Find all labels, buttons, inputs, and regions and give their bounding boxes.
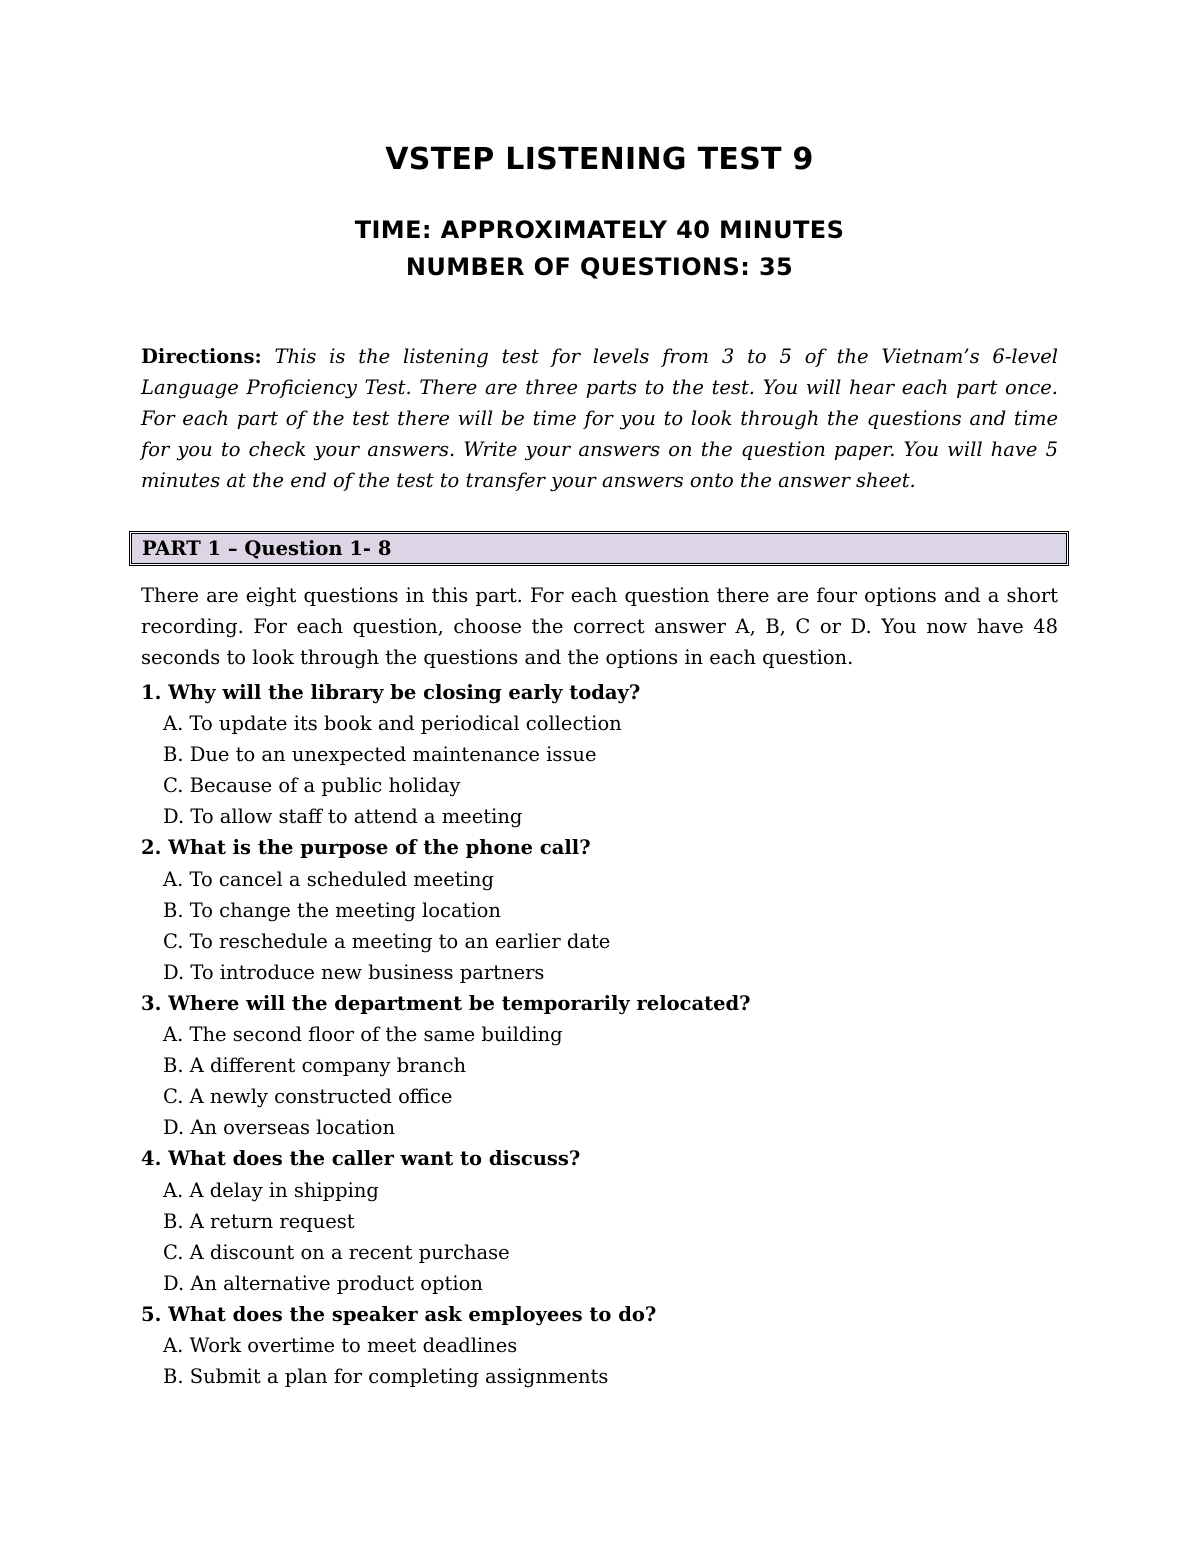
answer-option: A. To update its book and periodical collection bbox=[163, 712, 622, 736]
answer-option: D. An overseas location bbox=[163, 1116, 396, 1140]
question-stem: 5. What does the speaker ask employees to do? bbox=[141, 1302, 657, 1326]
question-stem: 1. Why will the library be closing early today? bbox=[141, 681, 641, 704]
answer-option: D. To introduce new business partners bbox=[163, 960, 545, 984]
question-list bbox=[141, 677, 1058, 1392]
question-4 bbox=[141, 1143, 1058, 1298]
answer-option: B. Submit a plan for completing assignments bbox=[163, 1365, 609, 1389]
answer-option: D. To allow staff to attend a meeting bbox=[163, 805, 523, 829]
question-count: NUMBER OF QUESTIONS: 35 bbox=[405, 253, 794, 281]
part-1-instructions: There are eight questions in this part. For each question there are four options and a short recording. For each question, choose the correct answer A, B, C or D. You now have 48 seconds to look through the questions and the options in each question. bbox=[141, 584, 1058, 669]
part-1-heading: PART 1 – Question 1- 8 bbox=[142, 537, 392, 560]
directions-text: This is the listening test for levels from 3 to 5 of the Vietnam’s 6-level Language Proficiency Test. There are three parts to the test. You will hear each part once. For each part of the test there will be time for you to look through the questions and time for you to check your answers. Write your answers on the question paper. You will have 5 minutes at the end of the test to transfer your answers onto the answer sheet. bbox=[141, 345, 1058, 492]
question-5 bbox=[141, 1299, 1058, 1392]
answer-option: B. A different company branch bbox=[163, 1054, 467, 1078]
question-3 bbox=[141, 988, 1058, 1143]
question-1 bbox=[141, 677, 1058, 832]
answer-option: A. A delay in shipping bbox=[163, 1178, 379, 1202]
part-1-heading-box bbox=[131, 533, 1067, 564]
answer-option: D. An alternative product option bbox=[163, 1271, 483, 1295]
directions-label: Directions: bbox=[141, 345, 262, 368]
question-stem: 2. What is the purpose of the phone call? bbox=[141, 836, 591, 860]
directions-paragraph bbox=[141, 341, 1058, 496]
answer-option: C. To reschedule a meeting to an earlier date bbox=[163, 929, 611, 953]
answer-option: C. A discount on a recent purchase bbox=[163, 1240, 510, 1264]
question-stem: 4. What does the caller want to discuss? bbox=[141, 1147, 581, 1171]
time-info: TIME: APPROXIMATELY 40 MINUTES bbox=[354, 216, 845, 244]
question-stem: 3. Where will the department be temporarily relocated? bbox=[141, 991, 751, 1015]
answer-option: B. To change the meeting location bbox=[163, 898, 501, 922]
test-title: VSTEP LISTENING TEST 9 bbox=[385, 142, 814, 177]
answer-option: A. Work overtime to meet deadlines bbox=[163, 1333, 518, 1357]
question-2 bbox=[141, 832, 1058, 987]
answer-option: B. A return request bbox=[163, 1209, 355, 1233]
answer-option: C. Because of a public holiday bbox=[163, 774, 461, 798]
answer-option: C. A newly constructed office bbox=[163, 1085, 453, 1109]
answer-option: A. The second floor of the same building bbox=[163, 1023, 563, 1047]
answer-option: A. To cancel a scheduled meeting bbox=[163, 867, 494, 891]
answer-option: B. Due to an unexpected maintenance issue bbox=[163, 743, 597, 767]
